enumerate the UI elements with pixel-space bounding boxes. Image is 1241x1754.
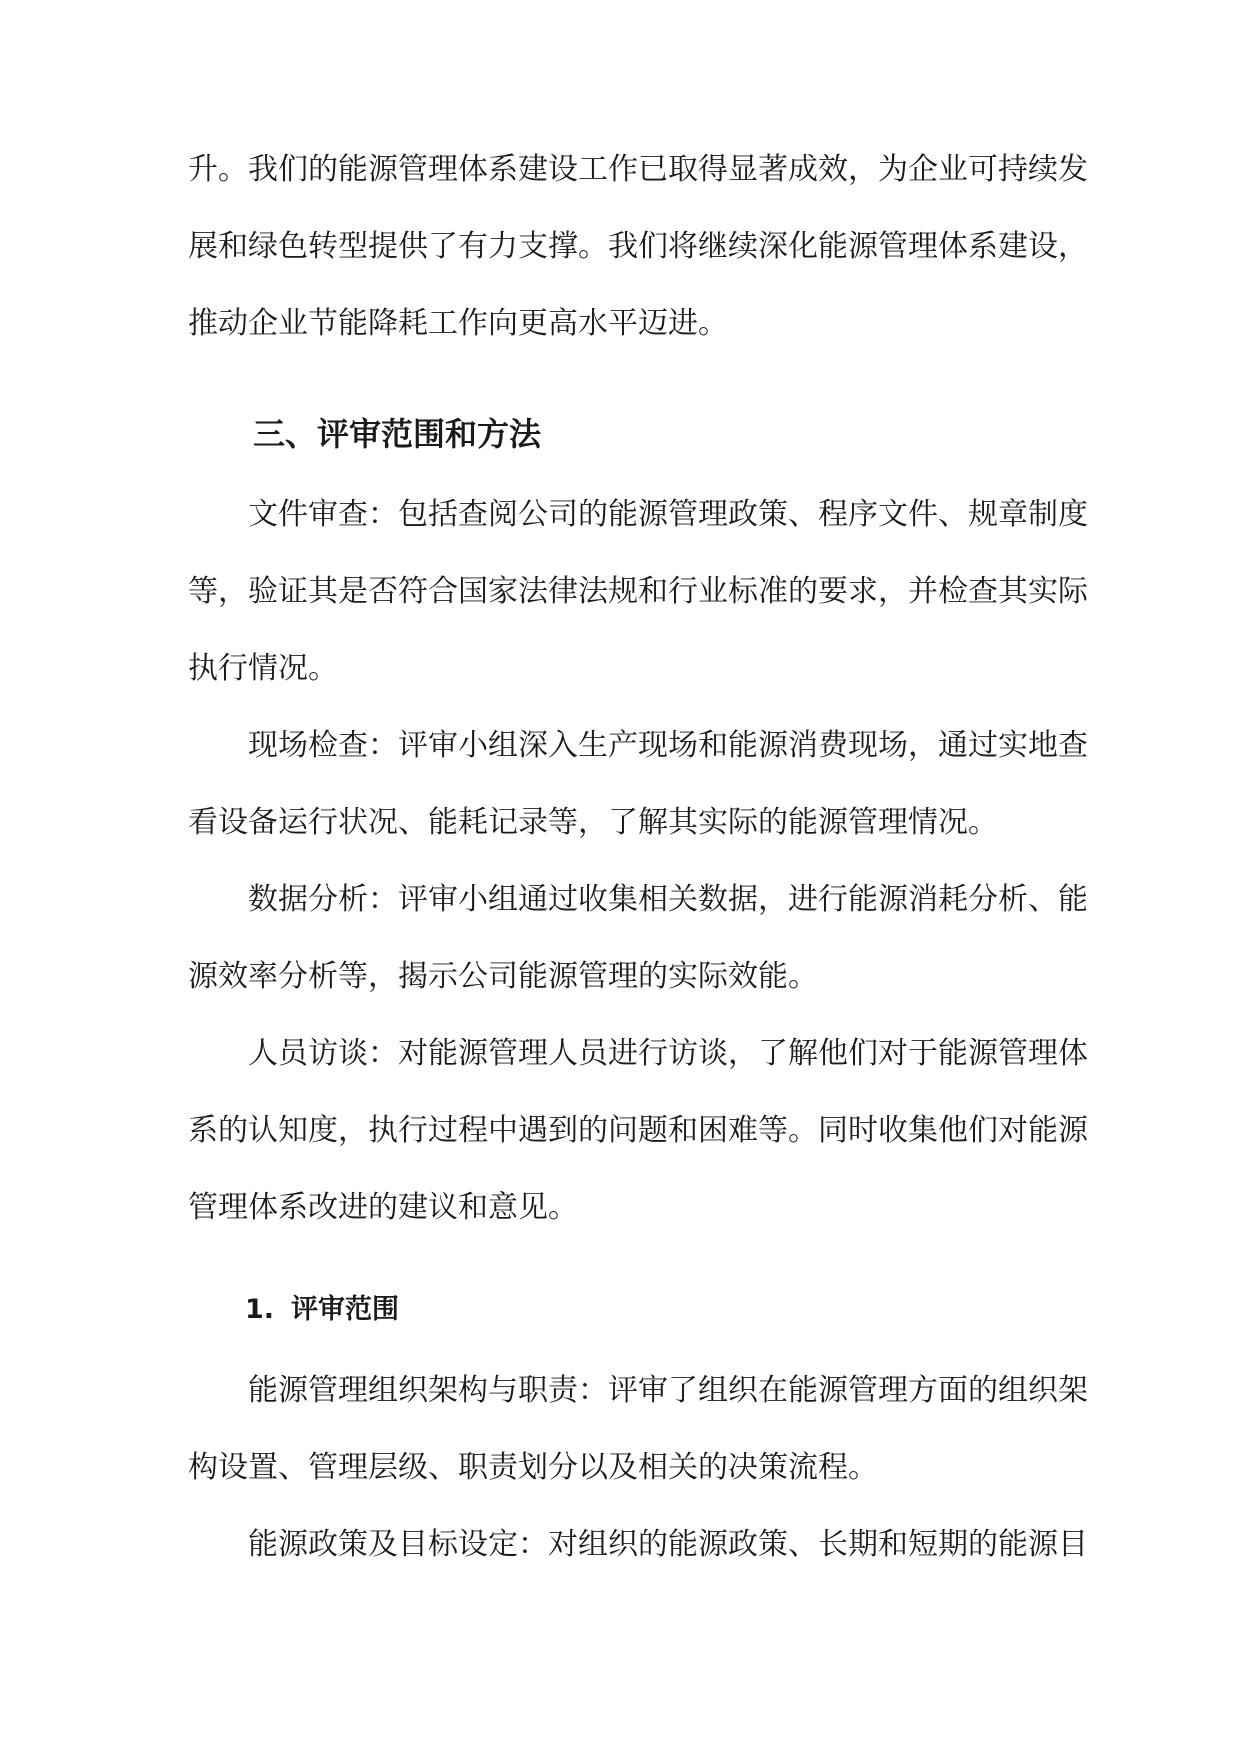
paragraph-file-review-line-1: 文件审查：包括查阅公司的能源管理政策、程序文件、规章制度	[248, 497, 1088, 532]
paragraph-org-structure-line-1: 能源管理组织架构与职责：评审了组织在能源管理方面的组织架	[248, 1373, 1088, 1408]
subsection-number: 1.	[245, 1294, 275, 1325]
intro-line-1: 升。我们的能源管理体系建设工作已取得显著成效，为企业可持续发	[188, 152, 1088, 187]
paragraph-interview-line-3: 管理体系改进的建议和意见。	[188, 1190, 578, 1225]
subsection-heading	[245, 1291, 399, 1329]
paragraph-file-review-line-3: 执行情况。	[188, 651, 338, 686]
paragraph-site-inspection-line-2: 看设备运行状况、能耗记录等，了解其实际的能源管理情况。	[188, 805, 998, 840]
paragraph-data-analysis-line-2: 源效率分析等，揭示公司能源管理的实际效能。	[188, 959, 818, 994]
paragraph-data-analysis-line-1: 数据分析：评审小组通过收集相关数据，进行能源消耗分析、能	[248, 882, 1088, 917]
section-heading: 三、评审范围和方法	[253, 415, 542, 453]
paragraph-energy-policy-line-1: 能源政策及目标设定：对组织的能源政策、长期和短期的能源目	[248, 1527, 1088, 1562]
paragraph-interview-line-1: 人员访谈：对能源管理人员进行访谈，了解他们对于能源管理体	[248, 1036, 1088, 1071]
paragraph-site-inspection-line-1: 现场检查：评审小组深入生产现场和能源消费现场，通过实地查	[248, 728, 1088, 763]
subsection-title: 评审范围	[291, 1294, 399, 1325]
paragraph-org-structure-line-2: 构设置、管理层级、职责划分以及相关的决策流程。	[188, 1450, 878, 1485]
intro-line-3: 推动企业节能降耗工作向更高水平迈进。	[188, 306, 728, 341]
intro-line-2: 展和绿色转型提供了有力支撑。我们将继续深化能源管理体系建设，	[188, 229, 1088, 264]
paragraph-interview-line-2: 系的认知度，执行过程中遇到的问题和困难等。同时收集他们对能源	[188, 1113, 1088, 1148]
paragraph-file-review-line-2: 等，验证其是否符合国家法律法规和行业标准的要求，并检查其实际	[188, 574, 1088, 609]
